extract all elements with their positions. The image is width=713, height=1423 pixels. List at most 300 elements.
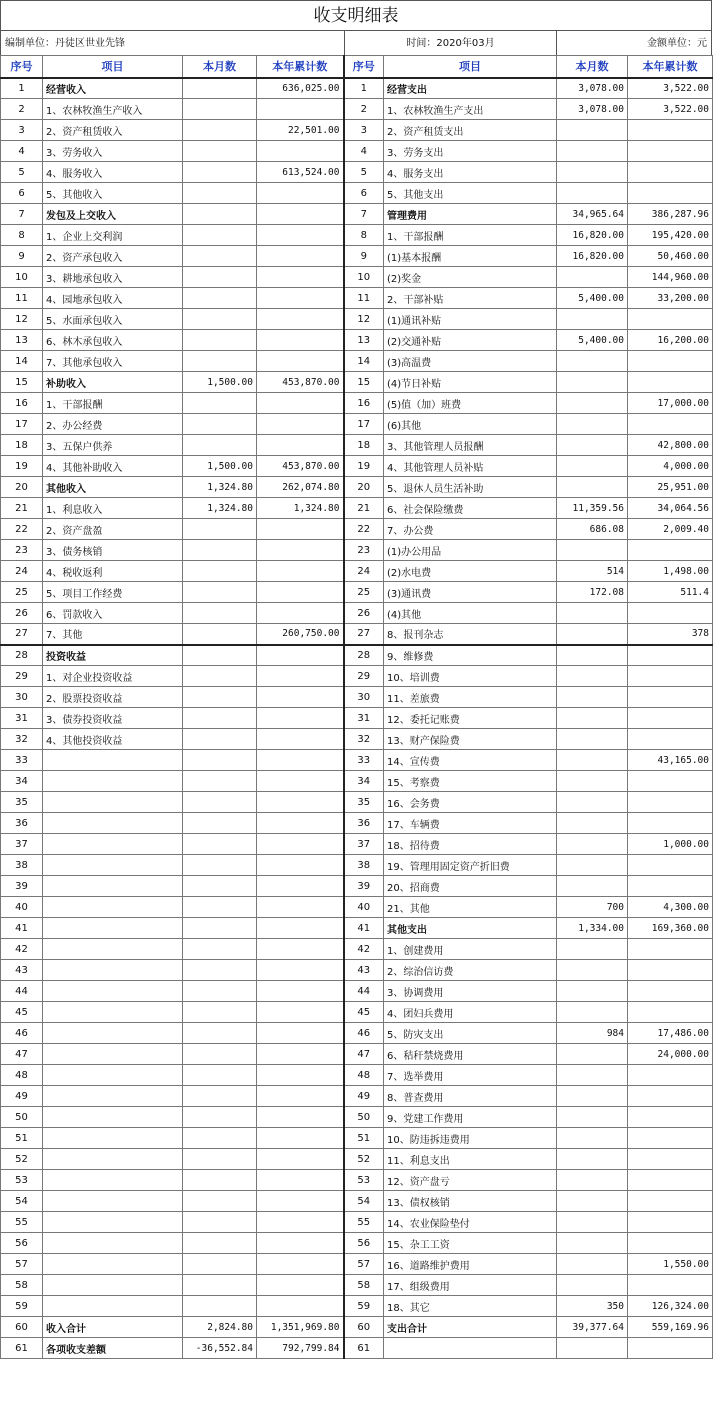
income-month: [183, 1065, 257, 1086]
income-month: 1,500.00: [183, 456, 257, 477]
expense-item: 12、资产盘亏: [384, 1170, 557, 1191]
row-number-income: 18: [1, 435, 43, 456]
row-number-expense: 36: [344, 813, 384, 834]
income-ytd: [257, 183, 344, 204]
row-number-expense: 41: [344, 918, 384, 939]
expense-ytd: 17,486.00: [628, 1023, 713, 1044]
expense-month: [557, 813, 628, 834]
table-row: [1, 1275, 713, 1296]
expense-item: 11、利息支出: [384, 1149, 557, 1170]
expense-ytd: [628, 1149, 713, 1170]
expense-month: [557, 771, 628, 792]
expense-month: [557, 939, 628, 960]
expense-month: 16,820.00: [557, 225, 628, 246]
row-number-expense: 18: [344, 435, 384, 456]
income-ytd: [257, 939, 344, 960]
expense-ytd: [628, 645, 713, 666]
income-item: [43, 813, 183, 834]
income-ytd: 453,870.00: [257, 372, 344, 393]
income-month: [183, 204, 257, 225]
expense-item: 11、差旅费: [384, 687, 557, 708]
income-ytd: [257, 1149, 344, 1170]
table-row: [1, 897, 713, 918]
expense-ytd: 1,000.00: [628, 834, 713, 855]
expense-item: 18、招待费: [384, 834, 557, 855]
income-ytd: [257, 1212, 344, 1233]
income-month: [183, 162, 257, 183]
expense-month: [557, 1212, 628, 1233]
income-month: [183, 918, 257, 939]
row-number-income: 15: [1, 372, 43, 393]
row-number-income: 53: [1, 1170, 43, 1191]
income-item: 2、资产承包收入: [43, 246, 183, 267]
row-number-income: 23: [1, 540, 43, 561]
table-row: [1, 855, 713, 876]
expense-ytd: [628, 1107, 713, 1128]
row-number-expense: 47: [344, 1044, 384, 1065]
row-number-income: 7: [1, 204, 43, 225]
row-number-expense: 44: [344, 981, 384, 1002]
expense-month: [557, 687, 628, 708]
expense-item: 18、其它: [384, 1296, 557, 1317]
expense-ytd: [628, 729, 713, 750]
table-row: [1, 1296, 713, 1317]
row-number-income: 11: [1, 288, 43, 309]
income-ytd: [257, 834, 344, 855]
expense-item: 2、干部补贴: [384, 288, 557, 309]
expense-month: 350: [557, 1296, 628, 1317]
expense-month: [557, 1233, 628, 1254]
table-row: [1, 981, 713, 1002]
table-row: [1, 582, 713, 603]
income-ytd: [257, 309, 344, 330]
row-number-expense: 2: [344, 99, 384, 120]
table-row: [1, 750, 713, 771]
expense-month: [557, 120, 628, 141]
expense-item: 17、车辆费: [384, 813, 557, 834]
table-row: [1, 1149, 713, 1170]
income-month: [183, 1296, 257, 1317]
row-number-income: 21: [1, 498, 43, 519]
expense-ytd: [628, 351, 713, 372]
income-month: [183, 120, 257, 141]
col-header: 本月数: [557, 56, 628, 78]
income-ytd: [257, 1275, 344, 1296]
row-number-expense: 8: [344, 225, 384, 246]
col-header: 项目: [384, 56, 557, 78]
expense-month: [557, 1002, 628, 1023]
row-number-income: 54: [1, 1191, 43, 1212]
table-row: [1, 498, 713, 519]
meta-currency: 金额单位：元: [647, 38, 707, 49]
row-number-income: 38: [1, 855, 43, 876]
expense-ytd: 50,460.00: [628, 246, 713, 267]
expense-item: (1)通讯补贴: [384, 309, 557, 330]
expense-item: 3、劳务支出: [384, 141, 557, 162]
table-body: [1, 78, 713, 1359]
expense-ytd: [628, 771, 713, 792]
row-number-expense: 23: [344, 540, 384, 561]
row-number-expense: 56: [344, 1233, 384, 1254]
table-row: [1, 939, 713, 960]
income-month: [183, 414, 257, 435]
row-number-income: 36: [1, 813, 43, 834]
income-ytd: [257, 204, 344, 225]
expense-item: 8、报刊杂志: [384, 624, 557, 645]
expense-month: 39,377.64: [557, 1317, 628, 1338]
expense-month: 686.08: [557, 519, 628, 540]
expense-item: (1)办公用品: [384, 540, 557, 561]
table-row: [1, 1128, 713, 1149]
income-item: 7、其他: [43, 624, 183, 645]
expense-item: (3)高温费: [384, 351, 557, 372]
expense-month: [557, 1191, 628, 1212]
expense-ytd: 25,951.00: [628, 477, 713, 498]
expense-month: [557, 645, 628, 666]
row-number-income: 42: [1, 939, 43, 960]
expense-month: [557, 1128, 628, 1149]
row-number-income: 45: [1, 1002, 43, 1023]
expense-ytd: [628, 540, 713, 561]
row-number-income: 33: [1, 750, 43, 771]
income-ytd: [257, 750, 344, 771]
income-item: 2、办公经费: [43, 414, 183, 435]
income-ytd: [257, 729, 344, 750]
income-month: 1,500.00: [183, 372, 257, 393]
row-number-expense: 42: [344, 939, 384, 960]
income-ytd: [257, 1023, 344, 1044]
income-item: [43, 1107, 183, 1128]
row-number-income: 51: [1, 1128, 43, 1149]
income-item: [43, 1212, 183, 1233]
row-number-expense: 59: [344, 1296, 384, 1317]
income-ytd: [257, 1002, 344, 1023]
row-number-expense: 39: [344, 876, 384, 897]
income-item: [43, 1128, 183, 1149]
income-item: [43, 960, 183, 981]
table-row: [1, 771, 713, 792]
expense-item: 21、其他: [384, 897, 557, 918]
income-ytd: [257, 897, 344, 918]
row-number-income: 14: [1, 351, 43, 372]
income-month: [183, 561, 257, 582]
table-row: [1, 1254, 713, 1275]
income-ytd: 792,799.84: [257, 1338, 344, 1359]
row-number-expense: 54: [344, 1191, 384, 1212]
row-number-expense: 50: [344, 1107, 384, 1128]
income-ytd: [257, 1296, 344, 1317]
income-ytd: [257, 855, 344, 876]
income-ytd: 1,351,969.80: [257, 1317, 344, 1338]
expense-ytd: [628, 876, 713, 897]
row-number-income: 8: [1, 225, 43, 246]
expense-month: [557, 267, 628, 288]
expense-month: [557, 960, 628, 981]
detail-table: [0, 55, 713, 1359]
income-month: [183, 519, 257, 540]
row-number-income: 3: [1, 120, 43, 141]
expense-item: 10、防违拆违费用: [384, 1128, 557, 1149]
income-ytd: 1,324.80: [257, 498, 344, 519]
income-item: 1、利息收入: [43, 498, 183, 519]
income-month: [183, 435, 257, 456]
row-number-income: 13: [1, 330, 43, 351]
expense-ytd: 42,800.00: [628, 435, 713, 456]
row-number-income: 32: [1, 729, 43, 750]
table-row: [1, 624, 713, 645]
table-row: [1, 78, 713, 99]
table-row: [1, 141, 713, 162]
expense-ytd: 43,165.00: [628, 750, 713, 771]
row-number-income: 28: [1, 645, 43, 666]
expense-item: [384, 1338, 557, 1359]
expense-item: 4、团妇兵费用: [384, 1002, 557, 1023]
row-number-income: 10: [1, 267, 43, 288]
income-month: 1,324.80: [183, 498, 257, 519]
income-month: [183, 1149, 257, 1170]
income-ytd: [257, 141, 344, 162]
income-ytd: [257, 876, 344, 897]
expense-ytd: [628, 813, 713, 834]
expense-item: 4、其他管理人员补贴: [384, 456, 557, 477]
row-number-income: 46: [1, 1023, 43, 1044]
expense-month: 16,820.00: [557, 246, 628, 267]
row-number-expense: 26: [344, 603, 384, 624]
row-number-expense: 46: [344, 1023, 384, 1044]
income-item: [43, 1044, 183, 1065]
income-month: [183, 393, 257, 414]
row-number-income: 24: [1, 561, 43, 582]
income-item: 经营收入: [43, 78, 183, 99]
expense-ytd: 4,300.00: [628, 897, 713, 918]
expense-ytd: [628, 792, 713, 813]
income-ytd: [257, 1065, 344, 1086]
income-item: 4、其他投资收益: [43, 729, 183, 750]
row-number-income: 40: [1, 897, 43, 918]
expense-month: 514: [557, 561, 628, 582]
table-row: [1, 414, 713, 435]
expense-item: (1)基本报酬: [384, 246, 557, 267]
expense-ytd: 24,000.00: [628, 1044, 713, 1065]
income-ytd: [257, 330, 344, 351]
expense-item: 8、普查费用: [384, 1086, 557, 1107]
expense-month: 3,078.00: [557, 78, 628, 99]
expense-month: [557, 834, 628, 855]
table-row: [1, 183, 713, 204]
income-month: [183, 183, 257, 204]
income-month: [183, 855, 257, 876]
col-header: 本年累计数: [257, 56, 344, 78]
expense-ytd: 17,000.00: [628, 393, 713, 414]
row-number-expense: 10: [344, 267, 384, 288]
expense-month: [557, 729, 628, 750]
row-number-income: 39: [1, 876, 43, 897]
row-number-income: 43: [1, 960, 43, 981]
income-ytd: [257, 288, 344, 309]
row-number-income: 37: [1, 834, 43, 855]
income-month: [183, 603, 257, 624]
expense-item: 4、服务支出: [384, 162, 557, 183]
row-number-income: 27: [1, 624, 43, 645]
expense-ytd: 195,420.00: [628, 225, 713, 246]
expense-month: [557, 372, 628, 393]
income-ytd: [257, 708, 344, 729]
expense-ytd: [628, 1170, 713, 1191]
table-row: [1, 729, 713, 750]
income-month: [183, 582, 257, 603]
row-number-income: 61: [1, 1338, 43, 1359]
income-month: [183, 1044, 257, 1065]
income-month: [183, 687, 257, 708]
income-item: 3、五保户供养: [43, 435, 183, 456]
row-number-expense: 24: [344, 561, 384, 582]
income-item: [43, 1149, 183, 1170]
expense-month: [557, 1170, 628, 1191]
table-row: [1, 918, 713, 939]
income-ytd: [257, 561, 344, 582]
row-number-income: 44: [1, 981, 43, 1002]
expense-ytd: 3,522.00: [628, 99, 713, 120]
expense-month: [557, 477, 628, 498]
expense-ytd: [628, 183, 713, 204]
table-row: [1, 1002, 713, 1023]
expense-ytd: 378: [628, 624, 713, 645]
table-row: [1, 99, 713, 120]
expense-item: 5、防灾支出: [384, 1023, 557, 1044]
income-month: [183, 771, 257, 792]
expense-month: 11,359.56: [557, 498, 628, 519]
income-item: 1、干部报酬: [43, 393, 183, 414]
expense-ytd: 33,200.00: [628, 288, 713, 309]
table-row: [1, 645, 713, 666]
income-month: [183, 288, 257, 309]
table-row: [1, 1317, 713, 1338]
expense-month: [557, 666, 628, 687]
income-month: [183, 99, 257, 120]
income-ytd: [257, 1107, 344, 1128]
income-item: 其他收入: [43, 477, 183, 498]
row-number-expense: 34: [344, 771, 384, 792]
income-month: [183, 1107, 257, 1128]
table-row: [1, 288, 713, 309]
income-month: -36,552.84: [183, 1338, 257, 1359]
col-header: 本年累计数: [628, 56, 713, 78]
expense-item: 1、创建费用: [384, 939, 557, 960]
row-number-income: 47: [1, 1044, 43, 1065]
expense-ytd: 4,000.00: [628, 456, 713, 477]
expense-item: 3、其他管理人员报酬: [384, 435, 557, 456]
expense-item: 15、考察费: [384, 771, 557, 792]
table-row: [1, 687, 713, 708]
row-number-expense: 21: [344, 498, 384, 519]
table-row: [1, 204, 713, 225]
income-item: 1、企业上交利润: [43, 225, 183, 246]
expense-month: [557, 792, 628, 813]
table-row: [1, 1044, 713, 1065]
table-row: [1, 330, 713, 351]
row-number-income: 6: [1, 183, 43, 204]
income-item: 补助收入: [43, 372, 183, 393]
income-item: [43, 855, 183, 876]
income-item: 4、税收返利: [43, 561, 183, 582]
income-month: [183, 1002, 257, 1023]
expense-item: 2、资产租赁支出: [384, 120, 557, 141]
expense-item: 6、秸秆禁烧费用: [384, 1044, 557, 1065]
income-item: [43, 1065, 183, 1086]
expense-month: [557, 456, 628, 477]
expense-item: 2、综治信访费: [384, 960, 557, 981]
col-header: 序号: [344, 56, 384, 78]
income-ytd: [257, 687, 344, 708]
row-number-income: 57: [1, 1254, 43, 1275]
income-ytd: 260,750.00: [257, 624, 344, 645]
income-item: [43, 834, 183, 855]
row-number-income: 5: [1, 162, 43, 183]
row-number-expense: 29: [344, 666, 384, 687]
table-row: [1, 666, 713, 687]
row-number-expense: 55: [344, 1212, 384, 1233]
income-month: [183, 729, 257, 750]
expense-month: 700: [557, 897, 628, 918]
table-row: [1, 477, 713, 498]
row-number-expense: 16: [344, 393, 384, 414]
row-number-expense: 3: [344, 120, 384, 141]
income-item: [43, 981, 183, 1002]
row-number-expense: 22: [344, 519, 384, 540]
income-item: [43, 1170, 183, 1191]
income-month: [183, 540, 257, 561]
expense-item: 1、农林牧渔生产支出: [384, 99, 557, 120]
income-ytd: [257, 1170, 344, 1191]
row-number-expense: 32: [344, 729, 384, 750]
table-row: [1, 519, 713, 540]
table-row: [1, 372, 713, 393]
income-item: 2、资产盘盈: [43, 519, 183, 540]
expense-month: [557, 981, 628, 1002]
income-month: [183, 1191, 257, 1212]
table-header: [1, 56, 713, 78]
expense-ytd: [628, 960, 713, 981]
income-month: [183, 267, 257, 288]
income-item: 2、股票投资收益: [43, 687, 183, 708]
row-number-expense: 49: [344, 1086, 384, 1107]
expense-ytd: [628, 981, 713, 1002]
table-row: [1, 435, 713, 456]
expense-ytd: [628, 666, 713, 687]
table-row: [1, 1338, 713, 1359]
income-month: [183, 1233, 257, 1254]
income-item: [43, 750, 183, 771]
expense-item: 支出合计: [384, 1317, 557, 1338]
meta-unit: 编制单位：丹徒区世业先锋: [5, 38, 125, 49]
income-month: [183, 1212, 257, 1233]
expense-ytd: 559,169.96: [628, 1317, 713, 1338]
income-ytd: [257, 540, 344, 561]
meta-time: 时间：2020年03月: [344, 31, 557, 55]
row-number-expense: 9: [344, 246, 384, 267]
row-number-expense: 6: [344, 183, 384, 204]
expense-item: 1、干部报酬: [384, 225, 557, 246]
income-ytd: [257, 393, 344, 414]
expense-item: (3)通讯费: [384, 582, 557, 603]
row-number-income: 2: [1, 99, 43, 120]
expense-ytd: [628, 855, 713, 876]
row-number-expense: 5: [344, 162, 384, 183]
col-header: 本月数: [183, 56, 257, 78]
income-ytd: [257, 1191, 344, 1212]
table-row: [1, 1086, 713, 1107]
income-month: [183, 1128, 257, 1149]
